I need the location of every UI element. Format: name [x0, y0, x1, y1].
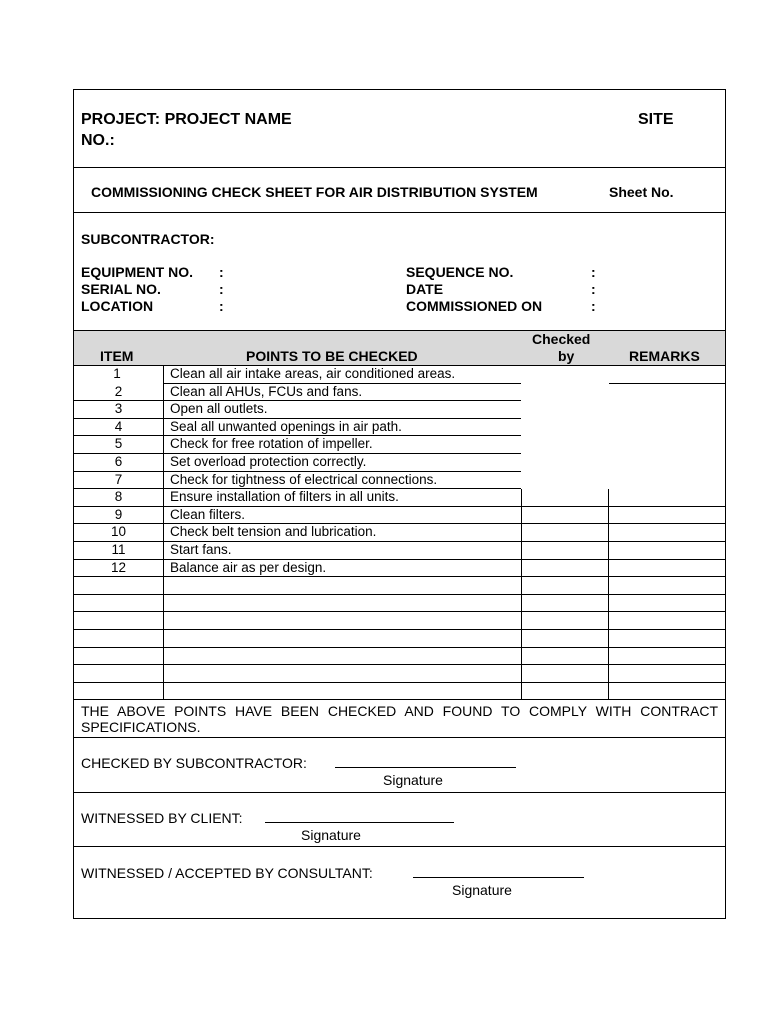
table-header [74, 331, 725, 366]
table-row [74, 436, 725, 454]
info-section [74, 213, 725, 331]
checked-by-cell[interactable] [521, 419, 608, 437]
remarks-cell[interactable] [608, 436, 725, 454]
table-row [74, 648, 725, 666]
remarks-cell[interactable] [608, 630, 725, 647]
date-label: DATE [406, 281, 444, 297]
table-row [74, 384, 725, 402]
checked-by-cell[interactable] [521, 595, 608, 612]
subcontractor-signature-line[interactable] [335, 755, 516, 768]
site-label: SITE [638, 111, 674, 128]
table-row [74, 595, 725, 613]
remarks-cell[interactable] [608, 595, 725, 612]
table-row [74, 524, 725, 542]
table-row [74, 472, 725, 490]
checked-by-cell[interactable] [521, 524, 608, 541]
check-sheet [73, 89, 726, 919]
item-number: 6 [114, 454, 123, 469]
table-row [74, 401, 725, 419]
remarks-cell[interactable] [608, 665, 725, 682]
sheet-no: Sheet No. [609, 184, 674, 200]
remarks-cell[interactable] [608, 419, 725, 437]
serial-no-label: SERIAL NO. [81, 281, 161, 297]
checked-by-cell[interactable] [521, 384, 608, 402]
remarks-cell[interactable] [608, 489, 725, 506]
table-body [74, 366, 725, 701]
item-number [74, 683, 163, 700]
check-point [163, 577, 521, 594]
table-row [74, 489, 725, 507]
checked-by-cell[interactable] [521, 436, 608, 454]
checked-header-line1: Checked [532, 331, 591, 347]
project-name: PROJECT: PROJECT NAME [81, 111, 292, 128]
table-row [74, 542, 725, 560]
remarks-header: REMARKS [629, 348, 700, 364]
check-point: Open all outlets. [163, 401, 521, 419]
project-header [74, 90, 725, 168]
location-colon: : [219, 298, 224, 314]
checked-by-cell[interactable] [521, 366, 608, 384]
check-point: Clean all air intake areas, air conditioned areas. [163, 366, 521, 384]
checked-by-cell[interactable] [521, 507, 608, 524]
table-row [74, 419, 725, 437]
check-point: Ensure installation of filters in all units. [163, 489, 521, 506]
checked-by-cell[interactable] [521, 401, 608, 419]
check-point: Balance air as per design. [163, 560, 521, 577]
table-row [74, 630, 725, 648]
item-number: 5 [114, 436, 123, 452]
check-point: Check belt tension and lubrication. [163, 524, 521, 541]
consultant-signature-caption: Signature [452, 882, 512, 898]
table-row [74, 507, 725, 525]
subcontractor-label: SUBCONTRACTOR: [81, 231, 215, 247]
item-number: 7 [114, 471, 123, 487]
check-point [163, 630, 521, 647]
client-signature-line[interactable] [265, 810, 454, 823]
sequence-no-colon: : [591, 264, 596, 280]
item-number: 9 [114, 506, 123, 522]
checked-by-cell[interactable] [521, 612, 608, 629]
table-row [74, 560, 725, 578]
remarks-cell[interactable] [608, 454, 725, 472]
checked-by-cell[interactable] [521, 542, 608, 559]
check-point: Check for free rotation of impeller. [163, 436, 521, 454]
checked-by-cell[interactable] [521, 665, 608, 682]
item-number [74, 630, 163, 647]
client-signoff [74, 793, 725, 847]
item-number [74, 648, 163, 665]
points-header: POINTS TO BE CHECKED [246, 348, 418, 364]
item-number: 10 [110, 524, 127, 540]
item-number: 1 [74, 366, 160, 384]
item-number: 2 [114, 383, 123, 399]
check-point [163, 665, 521, 682]
table-row [74, 577, 725, 595]
consultant-signoff [74, 847, 725, 918]
checked-by-cell[interactable] [521, 577, 608, 594]
check-point: Clean all AHUs, FCUs and fans. [163, 384, 521, 402]
checked-by-cell[interactable] [521, 683, 608, 700]
item-number [74, 595, 163, 612]
item-number [74, 665, 163, 682]
remarks-cell[interactable] [608, 542, 725, 559]
subcontractor-signature-caption: Signature [383, 772, 443, 788]
title-section [74, 168, 725, 213]
check-point [163, 595, 521, 612]
remarks-cell[interactable] [608, 366, 725, 384]
client-signature-caption: Signature [301, 827, 361, 843]
check-point: Clean filters. [163, 507, 521, 524]
statement-text: THE ABOVE POINTS HAVE BEEN CHECKED AND FOUND TO COMPLY WITH CONTRACT SPECIFICATIONS. [81, 703, 718, 735]
consultant-signature-line[interactable] [413, 865, 584, 878]
commissioned-on-label: COMMISSIONED ON [406, 298, 543, 314]
commissioned-on-colon: : [591, 298, 596, 314]
remarks-cell[interactable] [608, 577, 725, 594]
checked-by-cell[interactable] [521, 560, 608, 577]
witnessed-consultant-label: WITNESSED / ACCEPTED BY CONSULTANT: [81, 865, 373, 881]
checked-header-line2: by [558, 348, 575, 364]
item-number [74, 577, 163, 594]
item-header: ITEM [100, 348, 134, 364]
witnessed-client-label: WITNESSED BY CLIENT: [81, 810, 243, 826]
checked-by-cell[interactable] [521, 472, 608, 490]
check-point: Set overload protection correctly. [163, 454, 521, 472]
remarks-cell[interactable] [608, 524, 725, 541]
checked-by-cell[interactable] [521, 489, 608, 506]
location-label: LOCATION [81, 298, 154, 314]
item-number: 4 [114, 418, 123, 434]
check-point [163, 683, 521, 700]
remarks-cell[interactable] [608, 612, 725, 629]
check-point [163, 612, 521, 629]
check-point [163, 648, 521, 665]
remarks-cell[interactable] [608, 648, 725, 665]
remarks-cell[interactable] [608, 384, 725, 402]
check-point: Seal all unwanted openings in air path. [163, 419, 521, 437]
checked-by-cell[interactable] [521, 648, 608, 665]
table-row [74, 366, 725, 384]
remarks-cell[interactable] [608, 472, 725, 490]
subcontractor-signoff [74, 738, 725, 793]
item-number [74, 612, 163, 629]
item-number: 12 [110, 559, 127, 575]
equipment-no-colon: : [219, 264, 224, 280]
checked-by-cell[interactable] [521, 454, 608, 472]
equipment-no-label: EQUIPMENT NO. [81, 264, 194, 280]
site-no-label: NO.: [81, 132, 115, 149]
sheet-title: COMMISSIONING CHECK SHEET FOR AIR DISTRIBUTION SYSTEM [91, 184, 538, 200]
table-row [74, 612, 725, 630]
remarks-cell[interactable] [608, 560, 725, 577]
table-row [74, 683, 725, 701]
check-point: Check for tightness of electrical connections. [163, 472, 521, 490]
checked-by-label: CHECKED BY SUBCONTRACTOR: [81, 755, 307, 771]
remarks-cell[interactable] [608, 401, 725, 419]
date-colon: : [591, 281, 596, 297]
remarks-cell[interactable] [608, 683, 725, 700]
sequence-no-label: SEQUENCE NO. [406, 264, 514, 280]
check-point: Start fans. [163, 542, 521, 559]
item-number: 3 [114, 401, 123, 417]
item-number: 8 [114, 489, 123, 505]
serial-no-colon: : [219, 281, 224, 297]
item-number: 11 [111, 542, 126, 557]
remarks-cell[interactable] [608, 507, 725, 524]
table-row [74, 665, 725, 683]
checked-by-cell[interactable] [521, 630, 608, 647]
compliance-statement [74, 701, 725, 738]
table-row [74, 454, 725, 472]
